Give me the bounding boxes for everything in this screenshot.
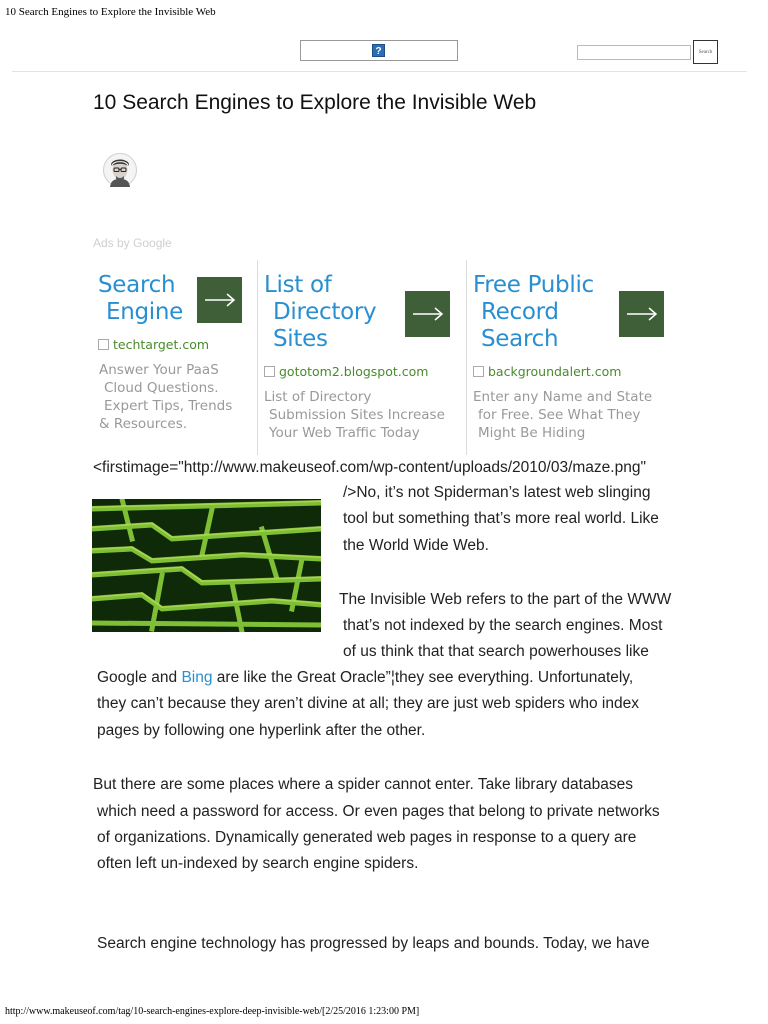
article-title: 10 Search Engines to Explore the Invisible Web [93,91,537,114]
ad-desc-line: for Free. See What They [478,407,641,423]
ad-desc-line: Expert Tips, Trends [104,398,233,414]
paragraph-line: they can’t because they aren’t divine at all; they are just web spiders who index [97,695,639,712]
ad-title-line: Directory [273,299,377,325]
ad-domain-link[interactable]: gototom2.blogspot.com [264,364,428,379]
help-icon[interactable]: ? [372,44,385,57]
ad-desc-line: Answer Your PaaS [99,362,219,378]
ad-title-line: Search [481,326,559,352]
print-footer-url: http://www.makeuseof.com/tag/10-search-engines-explore-deep-invisible-web/[2/25/2016 1:23:00 PM] [5,1006,420,1017]
ad-title-free-public-record-search[interactable] [473,272,594,353]
raw-image-tag-text: <firstimage="http://www.makeuseof.com/wp-content/uploads/2010/03/maze.png" [93,459,646,476]
ad-domain-link[interactable]: backgroundalert.com [473,364,621,379]
paragraph-line: the World Wide Web. [343,537,489,554]
ad-arrow-button[interactable] [197,277,242,323]
ad-desc-line: & Resources. [99,416,188,432]
paragraph-line: of organizations. Dynamically generated web pages in response to a query are [97,829,637,846]
ad-title-list-of-directory-sites[interactable] [264,272,376,353]
arrow-right-icon [625,306,659,322]
ad-description [473,388,652,442]
ad-separator [466,260,467,455]
ad-desc-line: Your Web Traffic Today [269,425,420,441]
print-header: 10 Search Engines to Explore the Invisible Web [5,6,216,18]
header-divider [12,71,747,72]
ad-desc-line: List of Directory [264,389,372,405]
arrow-right-icon [203,292,237,308]
paragraph-line: often left un-indexed by search engine spiders. [97,855,419,872]
paragraph-line [97,668,633,688]
paragraph-line: of us think that that search powerhouses like [343,643,649,660]
ad-description [99,361,232,433]
ads-label: Ads by Google [93,236,172,250]
ad-title-line: Record [481,299,559,325]
ad-domain-link[interactable]: techtarget.com [98,337,209,352]
paragraph-line: />No, it’s not Spiderman’s latest web slinging [343,484,651,501]
ad-title-line: Free Public [473,272,594,298]
ad-description [264,388,445,442]
paragraph-text: Google and [97,669,182,686]
ad-desc-line: Submission Sites Increase [269,407,445,423]
ad-title-line: Sites [273,326,328,352]
author-avatar[interactable] [103,153,137,187]
ad-desc-line: Might Be Hiding [478,425,586,441]
ad-separator [257,260,258,455]
ad-title-search-engine[interactable] [98,272,183,326]
ad-title-line: Engine [106,299,184,325]
search-input[interactable] [577,45,691,60]
paragraph-line: pages by following one hyperlink after the other. [97,722,426,739]
arrow-right-icon [411,306,445,322]
paragraph-text: are like the Great Oracle”¦they see everything. Unfortunately, [212,669,634,686]
paragraph-line: which need a password for access. Or even pages that belong to private networks [97,803,660,820]
paragraph-line: tool but something that’s more real world. Like [343,510,659,527]
ad-desc-line: Enter any Name and State [473,389,653,405]
paragraph-line: The Invisible Web refers to the part of the WWW [339,591,672,608]
paragraph-line: Search engine technology has progressed by leaps and bounds. Today, we have [97,935,650,952]
ad-title-line: Search [98,272,176,298]
bing-link[interactable]: Bing [181,669,213,686]
maze-image [92,499,321,632]
search-button[interactable]: Search [693,40,718,64]
ad-desc-line: Cloud Questions. [104,380,219,396]
ad-title-line: List of [264,272,332,298]
paragraph-line: that’s not indexed by the search engines. Most [343,617,663,634]
ad-arrow-button[interactable] [619,291,664,337]
paragraph-line: But there are some places where a spider cannot enter. Take library databases [93,776,633,793]
ad-arrow-button[interactable] [405,291,450,337]
